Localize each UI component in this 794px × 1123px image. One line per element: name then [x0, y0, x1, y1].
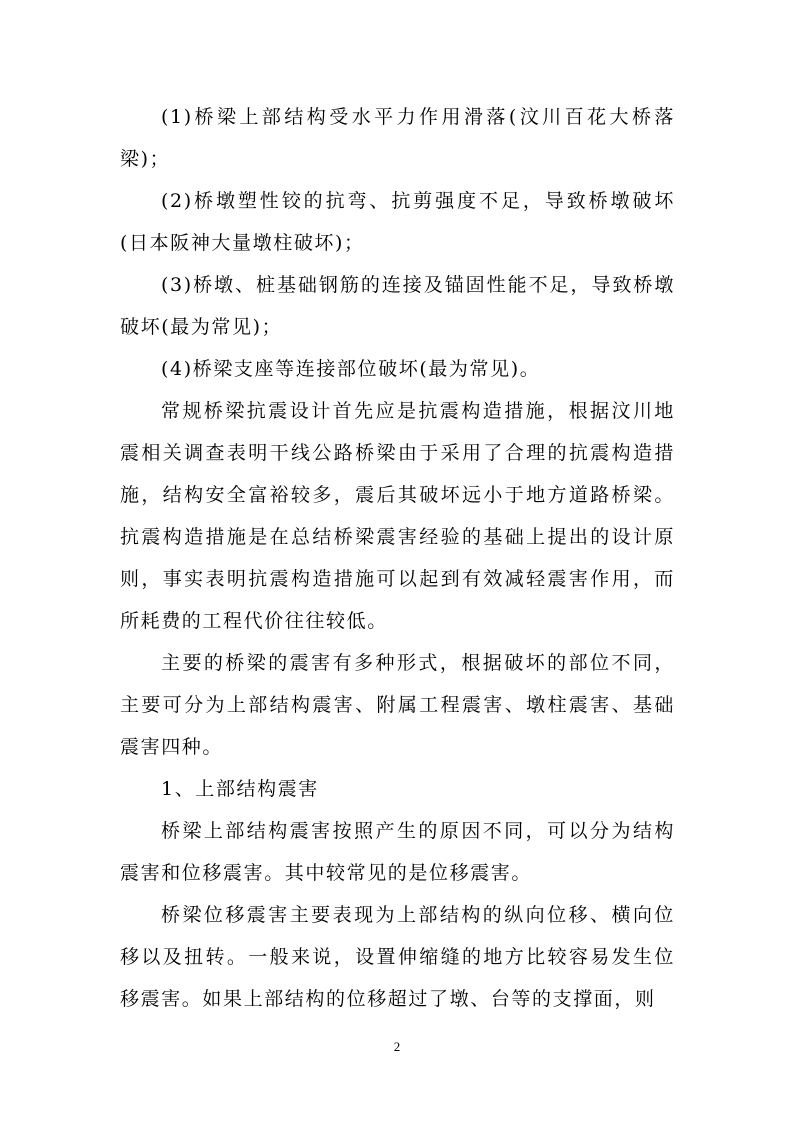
page-number: 2 [393, 1039, 401, 1054]
document-body [120, 96, 675, 1020]
paragraph-displacement-damage: 桥梁位移震害主要表现为上部结构的纵向位移、横向位移以及扭转。一般来说，设置伸缩缝的地方比较容易发生位移震害。如果上部结构的位移超过了墩、台等的支撑面，则 [120, 904, 675, 1010]
paragraph-seismic-design: 常规桥梁抗震设计首先应是抗震构造措施，根据汶川地震相关调查表明干线公路桥梁由于采用了合理的抗震构造措施，结构安全富裕较多，震后其破坏远小于地方道路桥梁。抗震构造措施是在总结桥梁震害经验的基础上提出的设计原则，事实表明抗震构造措施可以起到有效减轻震害作用，而所耗费的工程代价往往较低。 [120, 400, 675, 632]
paragraph-superstructure-classification: 桥梁上部结构震害按照产生的原因不同，可以分为结构震害和位移震害。其中较常见的是位移震害。 [120, 820, 675, 884]
paragraph-failure-mode-4: (4)桥梁支座等连接部位破坏(最为常见)。 [161, 358, 541, 380]
paragraph-damage-types: 主要的桥梁的震害有多种形式，根据破坏的部位不同，主要可分为上部结构震害、附属工程震害、墩柱震害、基础震害四种。 [120, 652, 675, 758]
paragraph-failure-mode-3: (3)桥墩、桩基础钢筋的连接及锚固性能不足，导致桥墩破坏(最为常见)； [120, 274, 675, 338]
section-heading-superstructure-damage: 1、上部结构震害 [161, 778, 319, 800]
paragraph-failure-mode-1: (1)桥梁上部结构受水平力作用滑落(汶川百花大桥落梁)； [120, 106, 675, 170]
paragraph-failure-mode-2: (2)桥墩塑性铰的抗弯、抗剪强度不足，导致桥墩破坏(日本阪神大量墩柱破坏)； [120, 190, 675, 254]
